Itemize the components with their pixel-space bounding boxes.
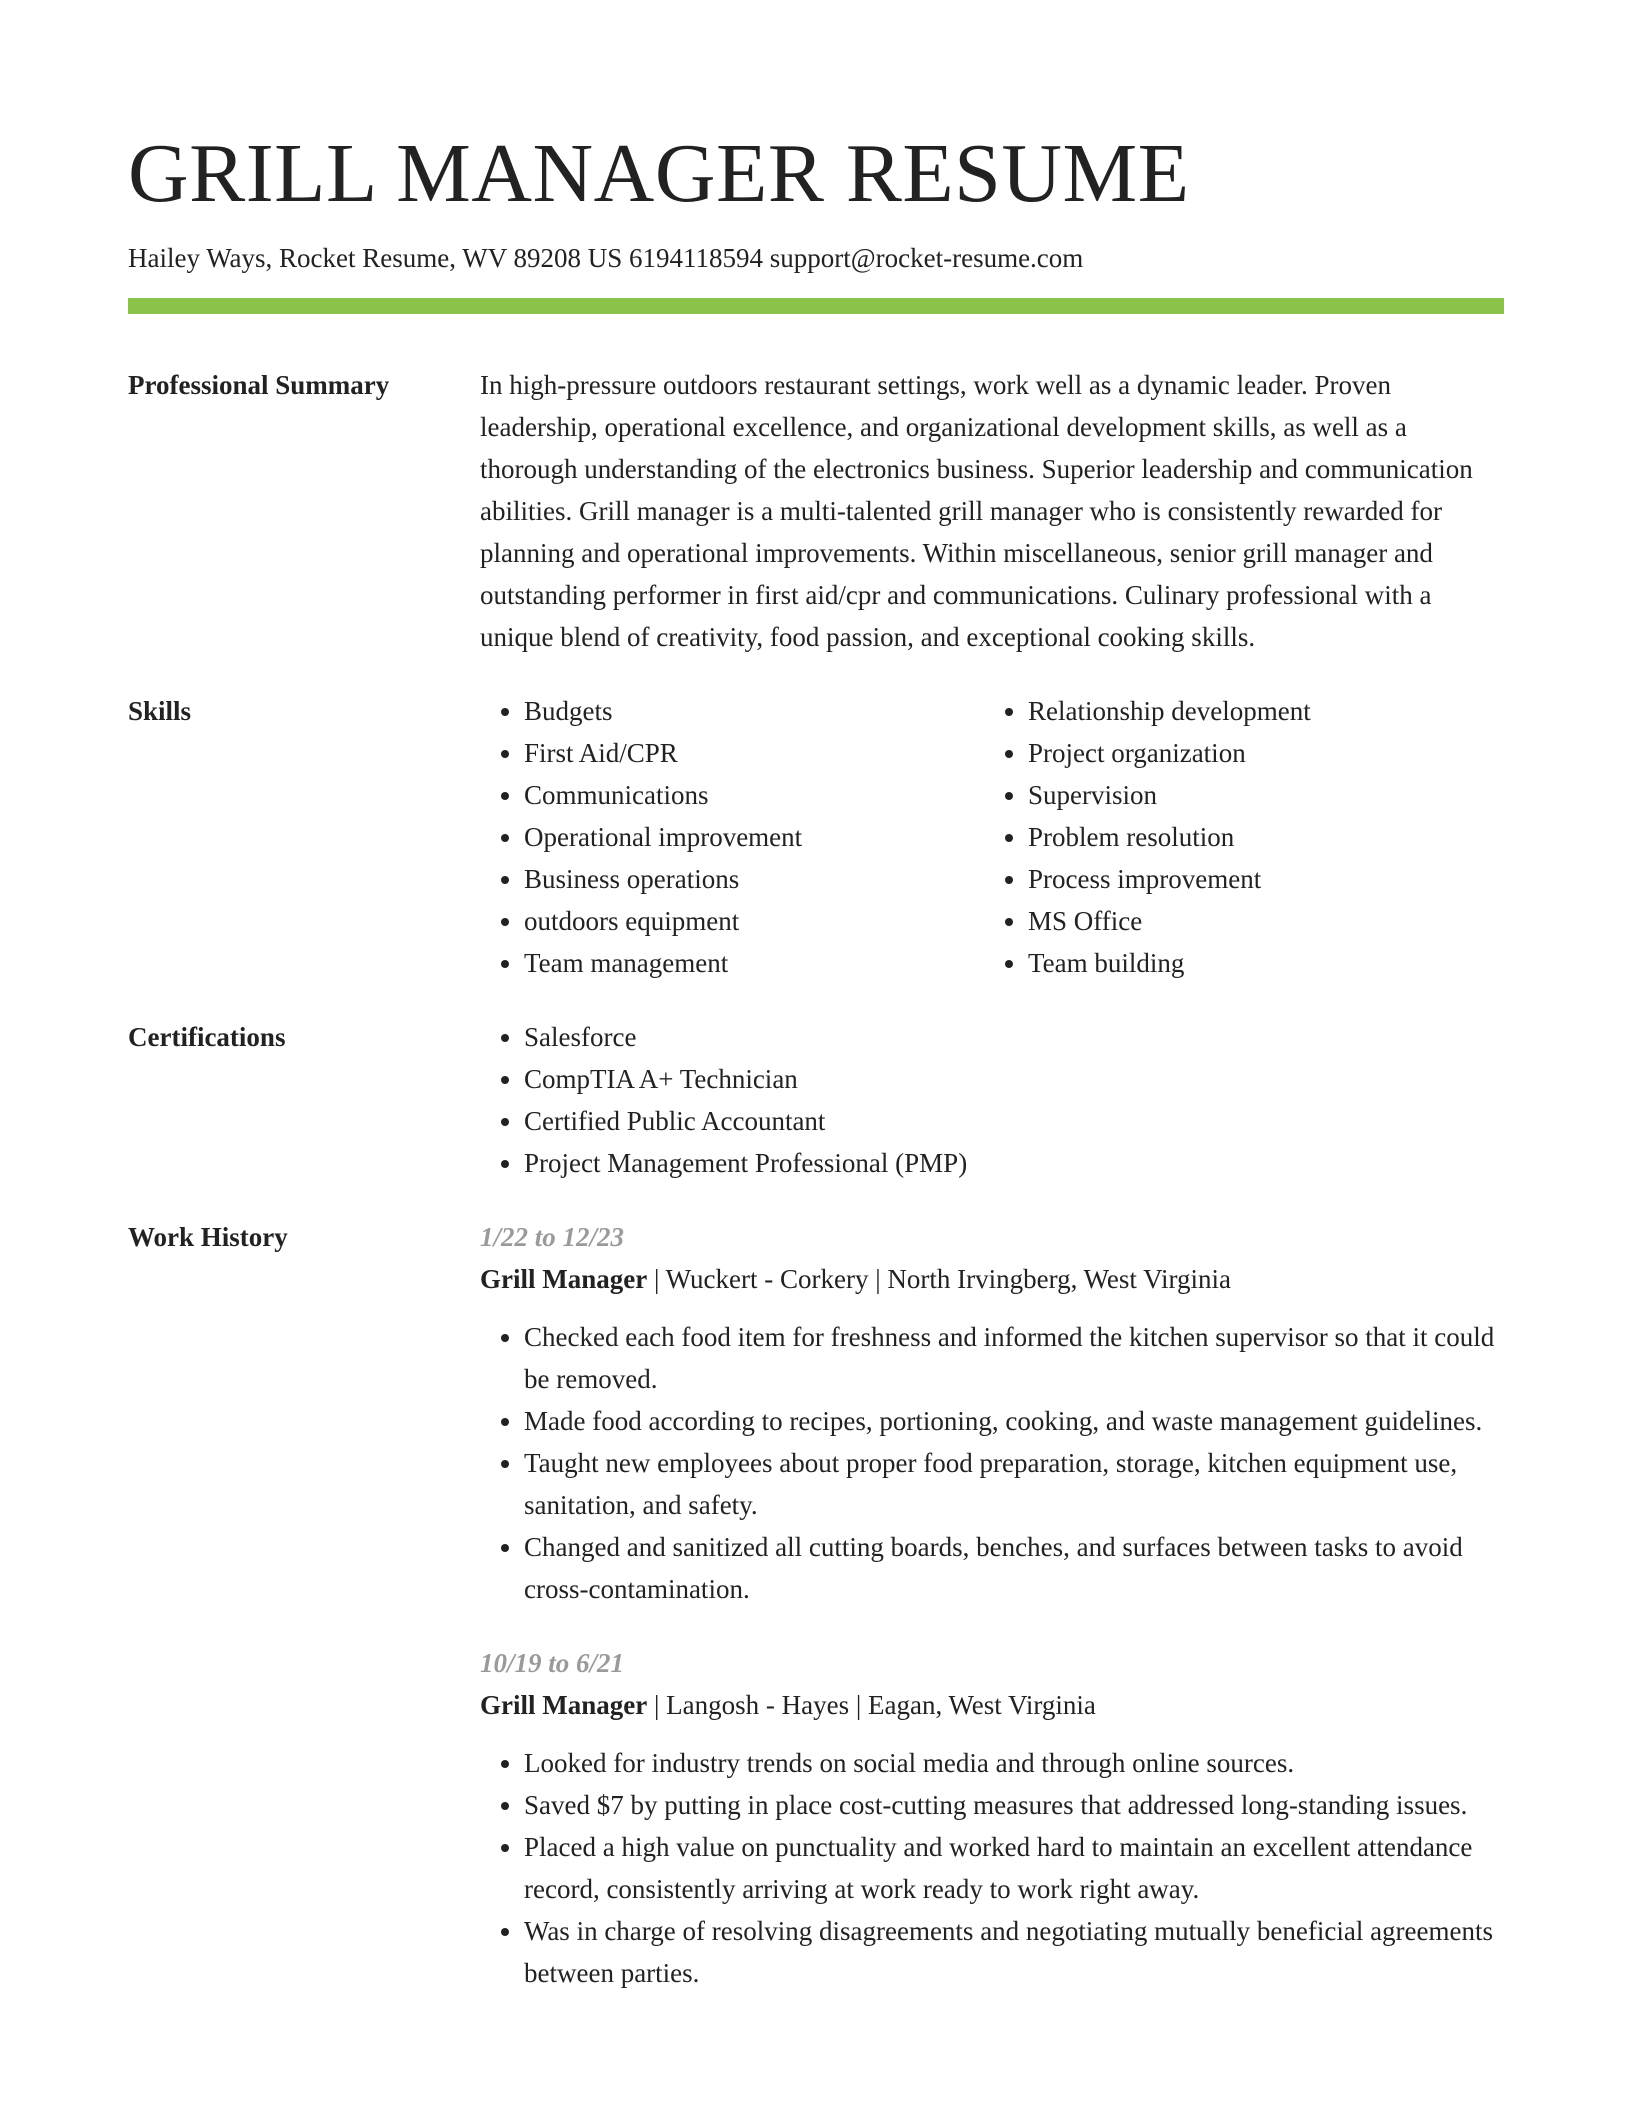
skill-item: • Budgets: [524, 690, 984, 732]
job-entry: [480, 1216, 1504, 1610]
summary-label: Professional Summary: [128, 370, 390, 400]
summary-section: [128, 364, 1504, 658]
skill-item: • First Aid/CPR: [524, 732, 984, 774]
skills-columns: [480, 690, 1504, 984]
job-duty: • Taught new employees about proper food preparation, storage, kitchen equipment use, sanitation, and safety.: [524, 1442, 1504, 1526]
skill-item: • Process improvement: [1028, 858, 1488, 900]
certification-item: • CompTIA A+ Technician: [524, 1058, 1504, 1100]
skill-item: • MS Office: [1028, 900, 1488, 942]
certification-item: • Certified Public Accountant: [524, 1100, 1504, 1142]
job-duties-list: [480, 1742, 1504, 1994]
contact-line: Hailey Ways, Rocket Resume, WV 89208 US 6194118594 support@rocket-resume.com: [128, 243, 1084, 273]
skills-list-right: [984, 690, 1488, 984]
job-duty: • Was in charge of resolving disagreements and negotiating mutually beneficial agreements between parties.: [524, 1910, 1504, 1994]
skill-item: • Operational improvement: [524, 816, 984, 858]
skill-item: • Relationship development: [1028, 690, 1488, 732]
job-duty: • Looked for industry trends on social media and through online sources.: [524, 1742, 1504, 1784]
skills-section: [128, 690, 1504, 984]
skill-item: • Team building: [1028, 942, 1488, 984]
work-history-label: Work History: [128, 1222, 288, 1252]
job-duties-list: [480, 1316, 1504, 1610]
certifications-label: Certifications: [128, 1022, 286, 1052]
job-duty: • Changed and sanitized all cutting boards, benches, and surfaces between tasks to avoid cross-contamination.: [524, 1526, 1504, 1610]
job-duty: • Placed a high value on punctuality and worked hard to maintain an excellent attendance record, consistently arriving at work ready to work right away.: [524, 1826, 1504, 1910]
certifications-list: [480, 1016, 1504, 1184]
job-title: Grill Manager: [480, 1264, 648, 1294]
job-title: Grill Manager: [480, 1690, 648, 1720]
skill-item: • Business operations: [524, 858, 984, 900]
skills-list-left: [480, 690, 984, 984]
accent-divider: [128, 298, 1504, 314]
skills-label: Skills: [128, 696, 192, 726]
skill-item: • Communications: [524, 774, 984, 816]
skill-item: • Team management: [524, 942, 984, 984]
job-dates: 1/22 to 12/23: [480, 1222, 625, 1252]
resume-title: GRILL MANAGER RESUME: [128, 127, 1190, 220]
job-employer-location: | Wuckert - Corkery | North Irvingberg, West Virginia: [647, 1264, 1232, 1294]
job-dates: 10/19 to 6/21: [480, 1648, 625, 1678]
job-duty: • Made food according to recipes, portioning, cooking, and waste management guidelines.: [524, 1400, 1504, 1442]
job-duty: • Saved $7 by putting in place cost-cutting measures that addressed long-standing issues.: [524, 1784, 1504, 1826]
certification-item: • Project Management Professional (PMP): [524, 1142, 1504, 1184]
job-duty: • Checked each food item for freshness and informed the kitchen supervisor so that it could be removed.: [524, 1316, 1504, 1400]
skill-item: • outdoors equipment: [524, 900, 984, 942]
certification-item: • Salesforce: [524, 1016, 1504, 1058]
job-entry: [480, 1642, 1504, 1994]
skill-item: • Supervision: [1028, 774, 1488, 816]
certifications-section: [128, 1016, 1504, 1184]
job-employer-location: | Langosh - Hayes | Eagan, West Virginia: [647, 1690, 1096, 1720]
summary-text: In high-pressure outdoors restaurant settings, work well as a dynamic leader. Proven leadership, operational excellence, and organizational development skills, as well as a thorough understanding of the electronics business. Superior leadership and communication abilities. Grill manager is a multi-talented grill manager who is consistently rewarded for planning and operational improvements. Within miscellaneous, senior grill manager and outstanding performer in first aid/cpr and communications. Culinary professional with a unique blend of creativity, food passion, and exceptional cooking skills.: [480, 370, 1473, 652]
job-heading: [480, 1258, 1504, 1300]
skill-item: • Problem resolution: [1028, 816, 1488, 858]
work-history-section: [128, 1216, 1504, 1994]
job-heading: [480, 1684, 1504, 1726]
skill-item: • Project organization: [1028, 732, 1488, 774]
